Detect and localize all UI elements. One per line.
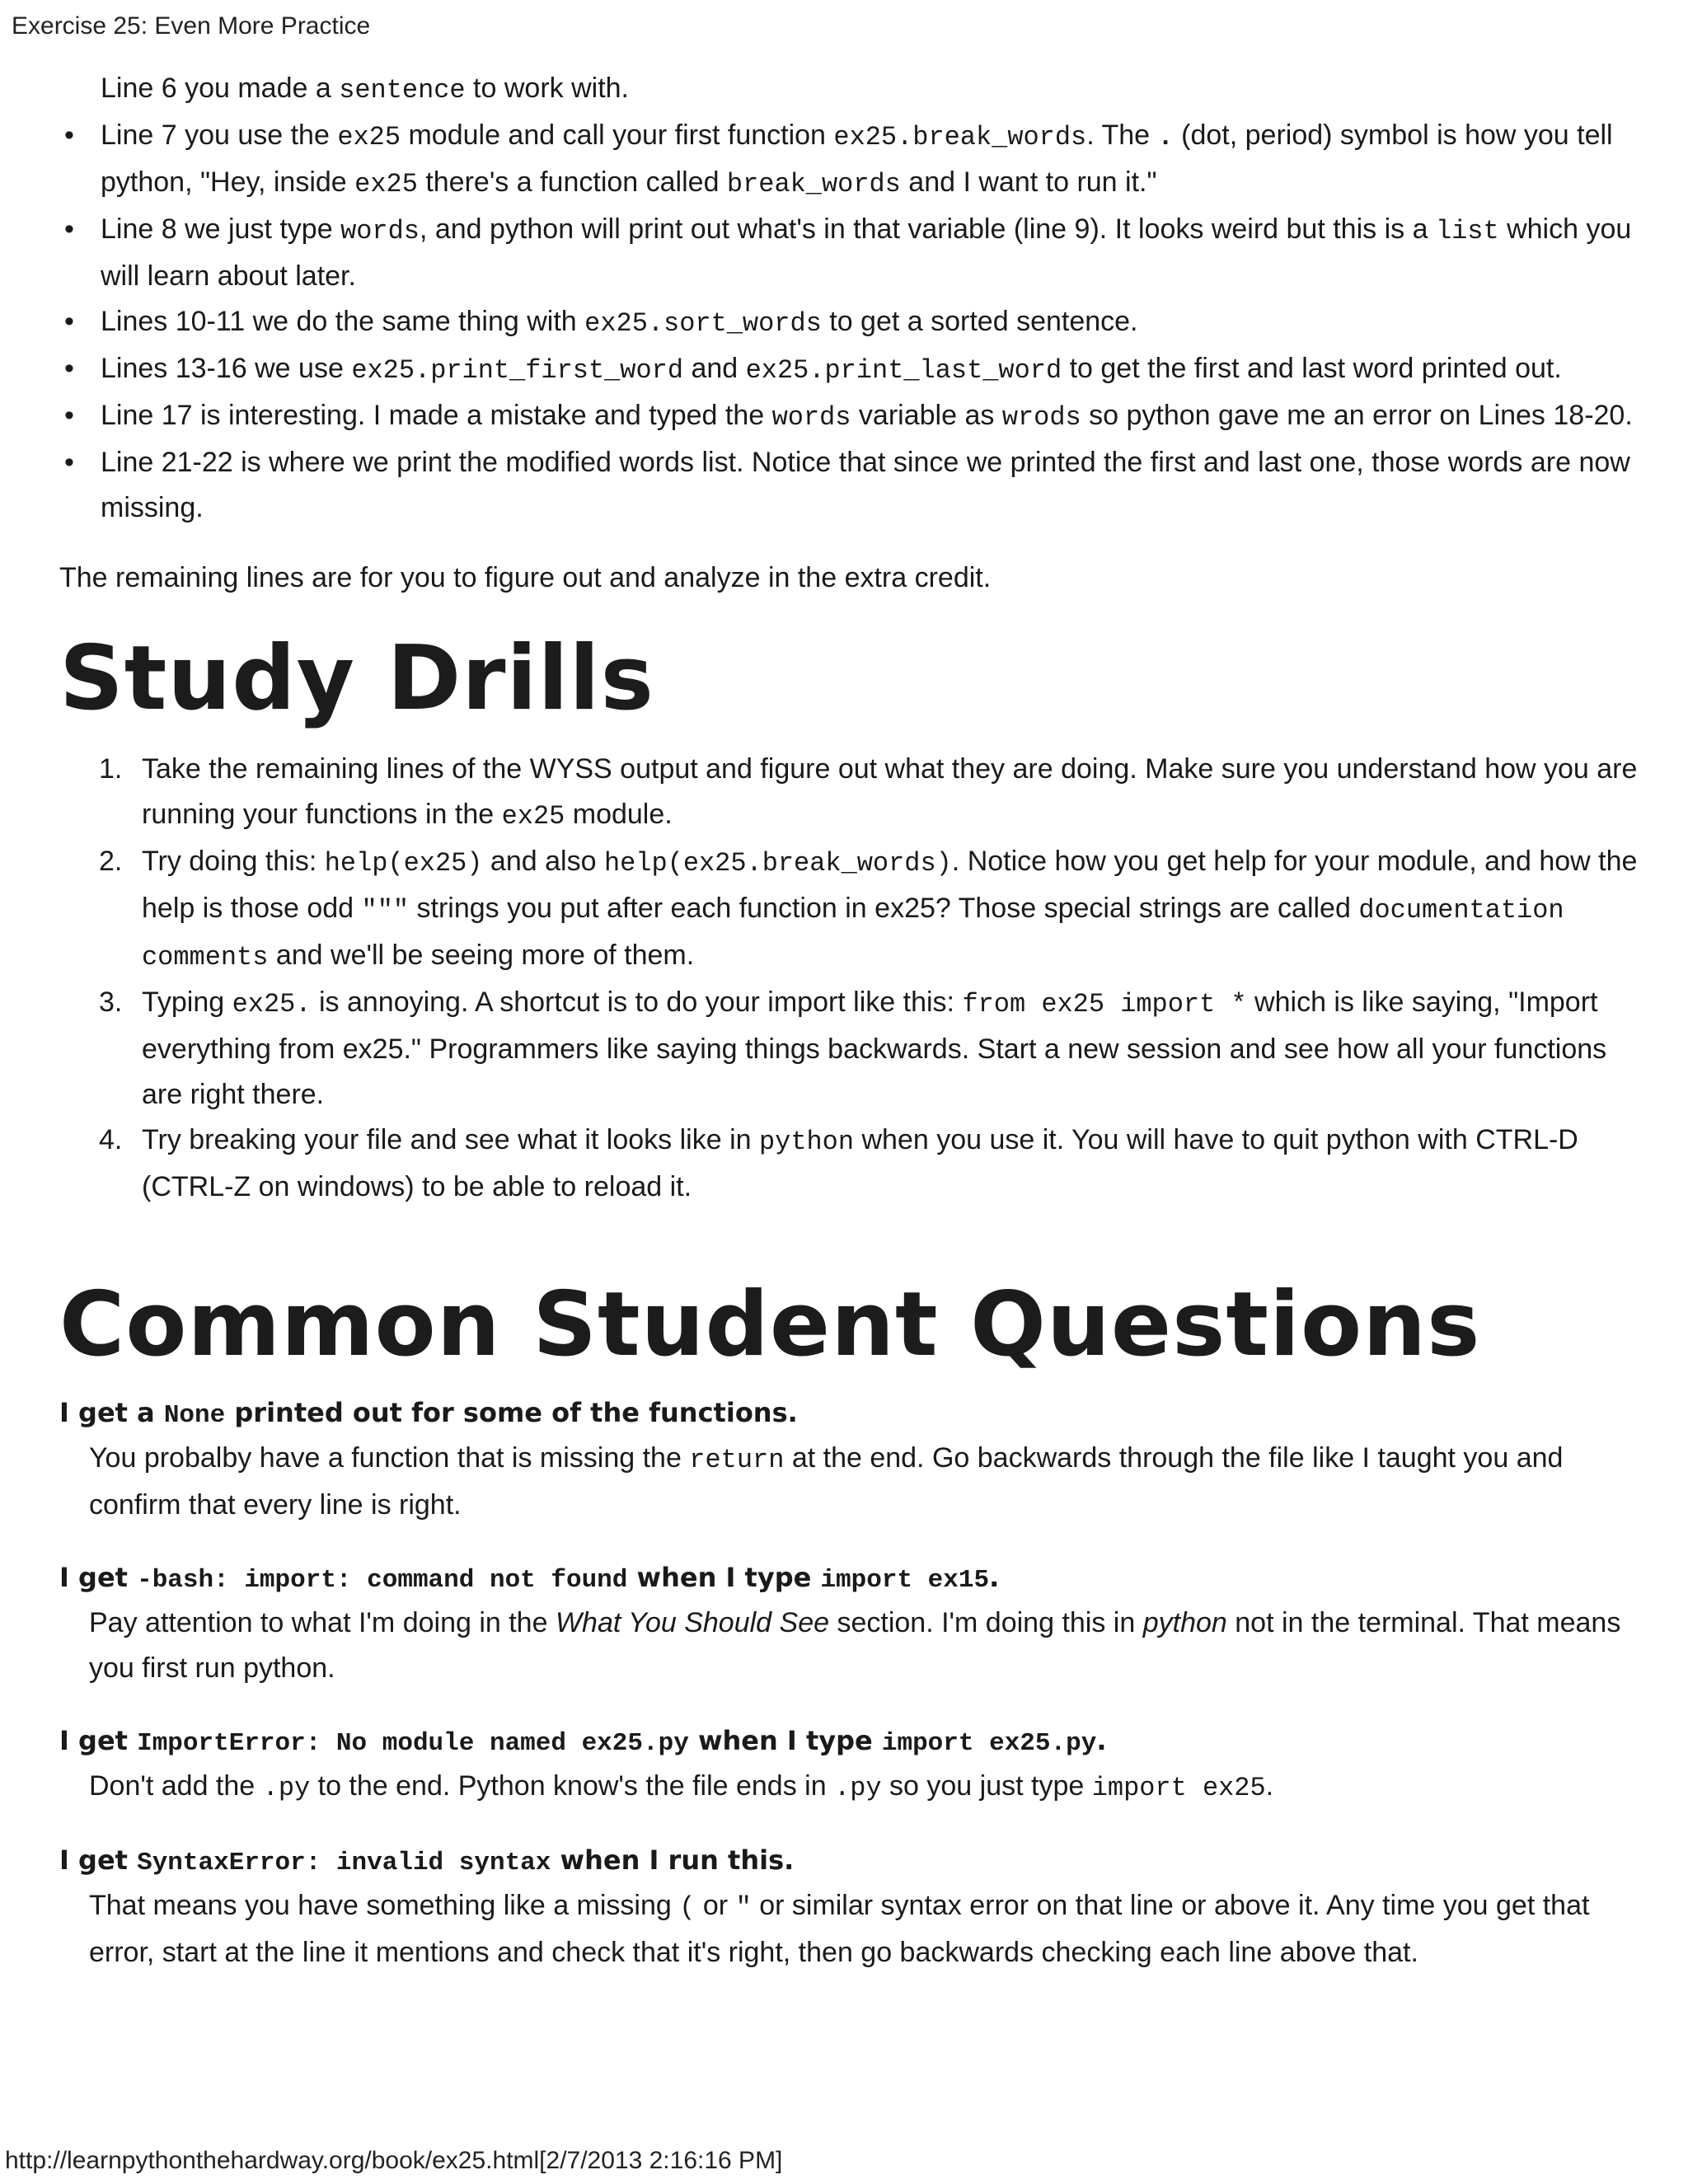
inline-code: documentation comments [142, 895, 1564, 972]
inline-code: " [735, 1892, 752, 1923]
answer: Pay attention to what I'm doing in the What You Should See section. I'm doing this in python not in the terminal. That means you first run python. [89, 1607, 1621, 1684]
inline-code: from ex25 import * [962, 989, 1247, 1019]
list-item: • Line 17 is interesting. I made a mistake and typed the words variable as wrods so python gave me an error on Lines 18-20. [101, 393, 1642, 440]
answer: That means you have something like a missing ( or " or similar syntax error on that line or above it. Any time you get that error, start at the line it mentions and check that it's right, then go backwards checking each line above that. [89, 1890, 1590, 1968]
question: I get a None printed out for some of the functions. [59, 1397, 798, 1430]
page-content [59, 66, 1642, 2005]
inline-code: ex25.break_words [833, 122, 1087, 152]
inline-code: .py [834, 1773, 882, 1803]
question-block [59, 1721, 1642, 1811]
list-item: • Line 8 we just type words, and python will print out what's in that variable (line 9). It looks weird but this is a list which you will learn about later. [101, 207, 1642, 299]
inline-code: None [163, 1401, 226, 1430]
emphasis: What You Should See [555, 1607, 830, 1638]
inline-code: ex25.print_last_word [745, 355, 1062, 386]
inline-code: ex25 [337, 122, 401, 152]
question: I get SyntaxError: invalid syntax when I run this. [59, 1844, 795, 1877]
question-block [59, 1393, 1642, 1528]
list-item: • Line 7 you use the ex25 module and call your first function ex25.break_words. The . (dot, period) symbol is how you tell python, "Hey, inside ex25 there's a function called break_words and I want to run it." [101, 113, 1642, 207]
inline-code: ImportError: No module named ex25.py [137, 1729, 689, 1758]
inline-code: ( [679, 1892, 696, 1923]
inline-code: ex25 [354, 169, 418, 199]
inline-code: ex25.print_first_word [351, 355, 683, 386]
answer: Don't add the .py to the end. Python know's the file ends in .py so you just type import ex25. [89, 1770, 1274, 1803]
question-block [59, 1840, 1642, 1975]
study-drills-list [59, 747, 1642, 1210]
inline-code: sentence [339, 75, 466, 105]
inline-code: ex25. [232, 989, 312, 1019]
inline-code: words [771, 402, 851, 433]
question: I get -bash: import: command not found when I type import ex15. [59, 1562, 1000, 1595]
list-item: 3. Typing ex25. is annoying. A shortcut is to do your import like this: from ex25 import * which is like saying, "Import everything from ex25." Programmers like saying things backwards. Start a new session and see how all your functions are right there. [99, 987, 1607, 1110]
study-drills-heading: Study Drills [59, 627, 654, 730]
inline-code: SyntaxError: invalid syntax [137, 1849, 551, 1877]
inline-code: words [340, 216, 420, 246]
list-item: • Line 21-22 is where we print the modified words list. Notice that since we printed the first and last one, those words are now missing. [101, 440, 1642, 531]
inline-code: help(ex25.break_words) [603, 848, 952, 879]
inline-code: import ex15 [820, 1566, 990, 1595]
answer: You probalby have a function that is missing the return at the end. Go backwards through the file like I taught you and confirm that every line is right. [89, 1442, 1564, 1521]
emphasis: python [1142, 1607, 1227, 1638]
inline-code: list [1435, 216, 1499, 246]
list-item: 2. Try doing this: help(ex25) and also help(ex25.break_words). Notice how you get help for your module, and how the help is those odd """ strings you put after each function in ex25? Those special strings are called documentation comments and we'll be seeing more of them. [99, 846, 1638, 972]
inline-code: -bash: import: command not found [137, 1566, 628, 1595]
page-header: Exercise 25: Even More Practice [12, 12, 371, 40]
question-block [59, 1558, 1642, 1691]
question: I get ImportError: No module named ex25.py when I type import ex25.py. [59, 1725, 1107, 1758]
list-item: • Lines 10-11 we do the same thing with ex25.sort_words to get a sorted sentence. [101, 299, 1642, 346]
inline-code: break_words [726, 169, 901, 199]
inline-code: import ex25 [1091, 1773, 1266, 1803]
inline-code: python [758, 1127, 855, 1157]
common-student-questions-heading: Common Student Questions [59, 1273, 1481, 1376]
inline-code: . [1157, 122, 1174, 152]
list-item: • Lines 13-16 we use ex25.print_first_word and ex25.print_last_word to get the first and last word printed out. [101, 346, 1642, 393]
inline-code: """ [361, 895, 410, 926]
inline-code: help(ex25) [324, 848, 483, 879]
inline-code: ex25 [501, 801, 565, 832]
list-item: Line 6 you made a sentence to work with. [101, 73, 629, 105]
list-item: 1. Take the remaining lines of the WYSS output and figure out what they are doing. Make sure you understand how you are running your functions in the ex25 module. [99, 753, 1638, 832]
explanation-list [59, 66, 1642, 531]
inline-code: ex25.sort_words [584, 308, 822, 339]
page-footer-url: http://learnpythonthehardway.org/book/ex25.html[2/7/2013 2:16:16 PM] [5, 2147, 783, 2174]
remaining-lines-paragraph: The remaining lines are for you to figure out and analyze in the extra credit. [59, 562, 992, 593]
inline-code: wrods [1001, 402, 1081, 433]
inline-code: import ex25.py [881, 1729, 1097, 1758]
list-item: 4. Try breaking your file and see what it looks like in python when you use it. You will have to quit python with CTRL-D (CTRL-Z on windows) to be able to reload it. [99, 1124, 1578, 1202]
inline-code: return [689, 1445, 785, 1475]
inline-code: .py [262, 1773, 311, 1803]
